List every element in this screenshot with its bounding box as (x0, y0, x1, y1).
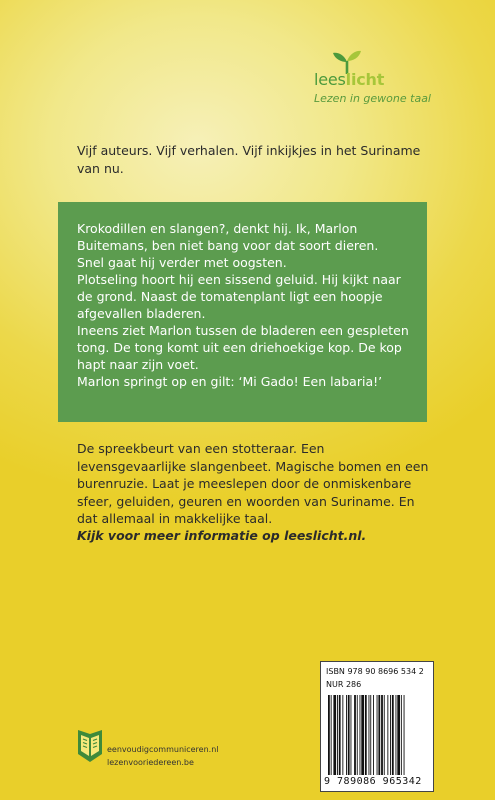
barcode-bar (397, 695, 400, 775)
barcode-bar (328, 695, 330, 775)
leeslicht-logo (312, 50, 462, 110)
nur-code: NUR 286 (326, 680, 362, 689)
barcode-bar (331, 695, 332, 775)
barcode-bar (365, 695, 367, 775)
barcode-bar (348, 695, 350, 775)
barcode-bar (381, 695, 383, 775)
barcode-bar (354, 695, 356, 775)
barcode-bar (396, 695, 397, 775)
publisher-site-2[interactable]: lezenvooriedereen.be (107, 758, 194, 767)
excerpt-box (58, 202, 427, 422)
barcode-bar (392, 695, 394, 775)
excerpt-paragraph: Plotseling hoort hij een sissend geluid. Hij kijkt naar de grond. Naast de tomatenplant ligt een hoopje afgevallen bladeren. (77, 272, 401, 321)
barcode-bar (377, 695, 378, 775)
logo-tagline: Lezen in gewone taal (314, 92, 431, 105)
barcode-bar (384, 695, 385, 775)
logo-word-licht: licht (345, 70, 385, 89)
barcode-bar (369, 695, 370, 775)
excerpt-paragraph: Marlon springt op en gilt: ‘Mi Gado! Een labaria!’ (77, 374, 383, 389)
barcode-bar (387, 695, 388, 775)
intro-text: Vijf auteurs. Vijf verhalen. Vijf inkijkjes in het Suriname van nu. (77, 143, 421, 176)
more-info-link[interactable]: Kijk voor meer informatie op leeslicht.nl. (77, 528, 367, 543)
barcode-bar (390, 695, 391, 775)
book-shield-icon (77, 728, 103, 764)
barcode-bar (361, 695, 364, 775)
barcode-bar (357, 695, 358, 775)
excerpt-paragraph: Snel gaat hij verder met oogsten. (77, 255, 287, 270)
isbn-text: ISBN 978 90 8696 534 2 (326, 667, 424, 676)
excerpt-paragraph: Ineens ziet Marlon tussen de bladeren een gespleten tong. De tong komt uit een driehoekige kop. De kop hapt naar zijn voet. (77, 323, 409, 372)
barcode-box (320, 661, 434, 792)
publisher-block (77, 728, 277, 774)
barcode-bar (378, 695, 380, 775)
excerpt-paragraph: Krokodillen en slangen?, denkt hij. Ik, Marlon Buitemans, ben niet bang voor dat soort dieren. (77, 221, 379, 253)
logo-wordmark (314, 71, 384, 89)
logo-word-lees: lees (314, 70, 346, 89)
barcode-bar (404, 695, 405, 775)
barcode-bar (339, 695, 341, 775)
book-description: De spreekbeurt van een stotteraar. Een levensgevaarlijke slangenbeet. Magische bomen en een burenruzie. Laat je meeslepen door de onmiskenbare sfeer, geluiden, geuren en woorden van Suriname. En dat allemaal in makkelijke taal. (77, 441, 429, 526)
barcode-bar (333, 695, 336, 775)
barcode-bar (342, 695, 343, 775)
barcode-bar (337, 695, 338, 775)
barcode-bar (351, 695, 352, 775)
barcode-bar (373, 695, 374, 775)
barcode-bar (360, 695, 361, 775)
publisher-sites (107, 743, 219, 769)
barcode-digits: 9 789086 965342 (324, 776, 422, 787)
barcode-bar (370, 695, 371, 775)
barcode-bar (346, 695, 347, 775)
barcode-graphic (327, 695, 429, 775)
publisher-site-1[interactable]: eenvoudigcommuniceren.nl (107, 745, 219, 754)
barcode-bar (401, 695, 402, 775)
